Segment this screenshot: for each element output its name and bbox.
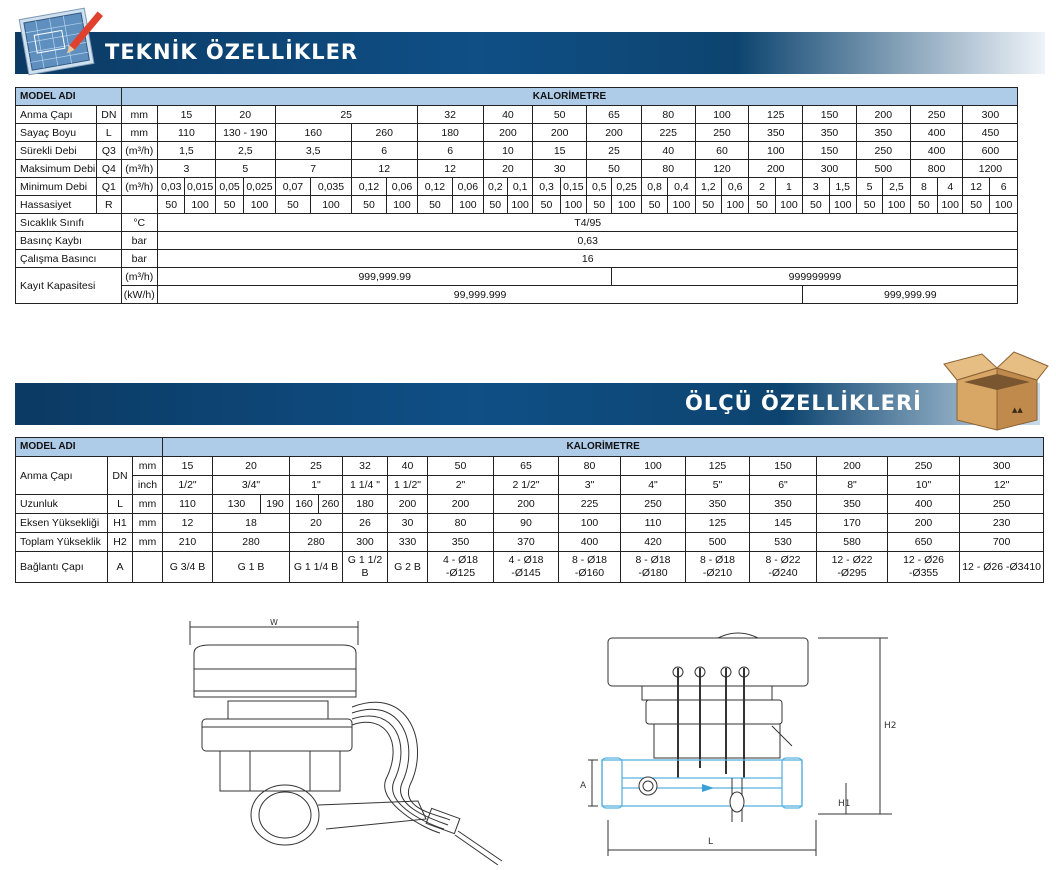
cell: 18 [213, 514, 290, 533]
cell: 100 [883, 196, 910, 214]
cell: 40 [483, 106, 533, 124]
cell: 300 [343, 533, 388, 552]
svg-text:▲▲: ▲▲ [1012, 406, 1023, 414]
cell: 50 [641, 196, 667, 214]
row-unit: bar [121, 232, 158, 250]
row-symbol: L [97, 124, 121, 142]
cell: 200 [428, 495, 494, 514]
cell: 150 [750, 457, 817, 476]
cell: 10" [888, 476, 960, 495]
cell: 100 [749, 142, 803, 160]
cell: 3 [158, 160, 216, 178]
cell: G 3/4 B [163, 552, 213, 583]
cell: 125 [686, 514, 750, 533]
cell: 350 [428, 533, 494, 552]
table-row [16, 552, 1044, 583]
row-unit: (m³/h) [121, 142, 158, 160]
cell: 280 [213, 533, 290, 552]
cell: 50 [963, 196, 989, 214]
cell: 12" [960, 476, 1044, 495]
cell: 0,12 [417, 178, 453, 196]
cell: 0,06 [387, 178, 417, 196]
cell: 50 [275, 196, 311, 214]
cell: 190 [261, 495, 290, 514]
cell: 32 [417, 106, 483, 124]
cell: 280 [290, 533, 343, 552]
cell: 110 [163, 495, 213, 514]
cell: 10 [483, 142, 533, 160]
table-row [16, 533, 1044, 552]
row-label: Kayıt Kapasitesi [16, 268, 122, 304]
cell: 100 [453, 196, 483, 214]
cell: 500 [856, 160, 910, 178]
cell: 3" [559, 476, 621, 495]
cell: 2 [749, 178, 775, 196]
cell: 1,5 [158, 142, 216, 160]
cell: 50 [483, 196, 507, 214]
cell: 8 - Ø18 -Ø160 [559, 552, 621, 583]
cell: 200 [587, 124, 642, 142]
cell: 260 [319, 495, 343, 514]
cell: 4 - Ø18 -Ø145 [494, 552, 559, 583]
cell: 160 [275, 124, 351, 142]
cell: 400 [910, 124, 963, 142]
cell: 0,3 [533, 178, 560, 196]
cell: 250 [695, 124, 749, 142]
row-unit: inch [133, 476, 163, 495]
table-row [16, 495, 1044, 514]
cell: 50 [533, 106, 587, 124]
cell: 3/4" [213, 476, 290, 495]
cell: 1 1/4 " [343, 476, 388, 495]
cell: G 1 1/2 B [343, 552, 388, 583]
technical-specs-table [15, 87, 1045, 304]
cell: 100 [989, 196, 1018, 214]
cell: 500 [686, 533, 750, 552]
row-label: Uzunluk [16, 495, 108, 514]
cell: 350 [817, 495, 888, 514]
row-symbol: R [97, 196, 121, 214]
cell: 650 [888, 533, 960, 552]
cell: 420 [621, 533, 686, 552]
row-unit: mm [133, 457, 163, 476]
cell: 0,12 [351, 178, 387, 196]
meter-front-view-drawing [578, 628, 908, 860]
row-label: Sıcaklık Sınıfı [16, 214, 122, 232]
a-dimension-label: A [580, 781, 587, 791]
cell: 4 [938, 178, 963, 196]
cell: 7 [275, 160, 351, 178]
table-row [16, 214, 1045, 232]
cell: 200 [533, 124, 587, 142]
row-symbol: DN [108, 457, 133, 495]
cell: 3 [803, 178, 829, 196]
table-row [16, 124, 1045, 142]
cell: 1 [775, 178, 802, 196]
cell: 0,4 [668, 178, 695, 196]
row-unit [121, 196, 158, 214]
cell: 700 [960, 533, 1044, 552]
cell: 12 - Ø22 -Ø295 [817, 552, 888, 583]
cell: 110 [621, 514, 686, 533]
cell: 50 [587, 160, 642, 178]
cell: 150 [803, 142, 857, 160]
cell: 50 [533, 196, 560, 214]
cell: 100 [612, 196, 641, 214]
table-row [16, 268, 1045, 286]
cell: 25 [587, 142, 642, 160]
cell: 65 [494, 457, 559, 476]
cell: 250 [910, 106, 963, 124]
cell: 8 - Ø18 -Ø180 [621, 552, 686, 583]
cell: 450 [963, 124, 1018, 142]
cell: 100 [507, 196, 532, 214]
cell: 300 [803, 160, 857, 178]
cell: 50 [910, 196, 937, 214]
cell: 50 [803, 196, 829, 214]
cell: 370 [494, 533, 559, 552]
cell: 0,6 [721, 178, 748, 196]
cell: 330 [388, 533, 428, 552]
cell: 3,5 [275, 142, 351, 160]
cell: 100 [311, 196, 352, 214]
cell: 8 - Ø18 -Ø210 [686, 552, 750, 583]
cell: 0,015 [185, 178, 215, 196]
row-label: Çalışma Basıncı [16, 250, 122, 268]
cell: 80 [559, 457, 621, 476]
cell: 350 [750, 495, 817, 514]
cell: 350 [856, 124, 910, 142]
row-unit: mm [133, 533, 163, 552]
cell: 180 [417, 124, 483, 142]
cell: 2,5 [215, 142, 275, 160]
cell: 60 [695, 142, 749, 160]
cell: 210 [163, 533, 213, 552]
cell: 15 [533, 142, 587, 160]
cell: 26 [343, 514, 388, 533]
row-symbol: Q3 [97, 142, 121, 160]
cell: 999999999 [612, 268, 1018, 286]
row-unit: (kW/h) [121, 286, 158, 304]
cell: 50 [856, 196, 882, 214]
group-header: KALORİMETRE [163, 438, 1044, 457]
cell: 350 [686, 495, 750, 514]
cell: G 1 B [213, 552, 290, 583]
row-symbol: Q1 [97, 178, 121, 196]
cell: 4" [621, 476, 686, 495]
cell: 50 [695, 196, 721, 214]
cell: 1200 [963, 160, 1018, 178]
group-header: KALORİMETRE [121, 88, 1018, 106]
cell: 100 [560, 196, 586, 214]
cell: 200 [856, 106, 910, 124]
cell: 120 [695, 160, 749, 178]
cell: 145 [750, 514, 817, 533]
row-unit: mm [133, 514, 163, 533]
dimension-specs-table [15, 437, 1044, 583]
cell: 12 - Ø26 -Ø355 [888, 552, 960, 583]
cell: G 1 1/4 B [290, 552, 343, 583]
cell: 12 [163, 514, 213, 533]
table-row [16, 142, 1045, 160]
cell: 80 [641, 160, 695, 178]
row-unit: (m³/h) [121, 160, 158, 178]
cell: 0,8 [641, 178, 667, 196]
cell: 12 - Ø26 -Ø3410 [960, 552, 1044, 583]
w-dimension-label: W [270, 618, 278, 627]
cell: 0,1 [507, 178, 532, 196]
cell: 40 [641, 142, 695, 160]
cell: 2 1/2" [494, 476, 559, 495]
cell: 0,63 [158, 232, 1018, 250]
cell: 170 [817, 514, 888, 533]
table-row [16, 250, 1045, 268]
cell: 20 [290, 514, 343, 533]
cell: 260 [351, 124, 417, 142]
cell: 20 [483, 160, 533, 178]
row-symbol: H2 [108, 533, 133, 552]
cell: 350 [749, 124, 803, 142]
cell: 600 [963, 142, 1018, 160]
cell: 15 [163, 457, 213, 476]
cell: 40 [388, 457, 428, 476]
cell: 5 [215, 160, 275, 178]
cell: 50 [158, 196, 185, 214]
cell: 8" [817, 476, 888, 495]
table-row [16, 286, 1045, 304]
cell: 4 - Ø18 -Ø125 [428, 552, 494, 583]
cell: 32 [343, 457, 388, 476]
cell: 100 [829, 196, 856, 214]
cell: 5 [856, 178, 882, 196]
cell: T4/95 [158, 214, 1018, 232]
cell: 8 - Ø22 -Ø240 [750, 552, 817, 583]
row-label: Basınç Kaybı [16, 232, 122, 250]
box-icon [942, 350, 1052, 436]
model-header: MODEL ADI [16, 88, 122, 106]
row-unit: mm [121, 106, 158, 124]
cell: G 2 B [388, 552, 428, 583]
cell: 1,2 [695, 178, 721, 196]
cell: 110 [158, 124, 216, 142]
cell: 15 [158, 106, 216, 124]
row-label: Minimum Debi [16, 178, 97, 196]
cell: 300 [963, 106, 1018, 124]
cell: 90 [494, 514, 559, 533]
cell: 2,5 [883, 178, 910, 196]
cell: 350 [803, 124, 857, 142]
cell: 12 [963, 178, 989, 196]
row-unit: (m³/h) [121, 268, 158, 286]
cell: 0,06 [453, 178, 483, 196]
cell: 50 [351, 196, 387, 214]
cell: 65 [587, 106, 642, 124]
cell: 30 [533, 160, 587, 178]
row-label: Hassasiyet [16, 196, 97, 214]
table-row [16, 232, 1045, 250]
cell: 12 [351, 160, 417, 178]
table-row [16, 457, 1044, 476]
h1-dimension-label: H1 [838, 799, 851, 809]
dimension-specs-banner [15, 383, 1040, 425]
cell: 50 [749, 196, 775, 214]
cell: 130 - 190 [215, 124, 275, 142]
cell: 250 [621, 495, 686, 514]
cell: 50 [215, 196, 243, 214]
cell: 0,25 [612, 178, 641, 196]
cell: 160 [290, 495, 319, 514]
cell: 100 [559, 514, 621, 533]
row-symbol: H1 [108, 514, 133, 533]
row-label: Toplam Yükseklik [16, 533, 108, 552]
cell: 6 [989, 178, 1018, 196]
cell: 100 [695, 106, 749, 124]
cell: 0,035 [311, 178, 352, 196]
cell: 80 [428, 514, 494, 533]
cell: 150 [803, 106, 857, 124]
cell: 100 [621, 457, 686, 476]
meter-side-view-drawing [180, 615, 510, 865]
cell: 0,15 [560, 178, 586, 196]
cell: 6 [351, 142, 417, 160]
cell: 130 [213, 495, 261, 514]
cell: 50 [428, 457, 494, 476]
row-unit: bar [121, 250, 158, 268]
cell: 530 [750, 533, 817, 552]
row-unit [133, 552, 163, 583]
row-symbol: Q4 [97, 160, 121, 178]
table-row [16, 476, 1044, 495]
row-label: Eksen Yüksekliği [16, 514, 108, 533]
cell: 12 [417, 160, 483, 178]
cell: 300 [960, 457, 1044, 476]
cell: 999,999.99 [803, 286, 1018, 304]
blueprint-icon [14, 4, 104, 82]
cell: 100 [387, 196, 417, 214]
cell: 80 [641, 106, 695, 124]
cell: 200 [388, 495, 428, 514]
cell: 200 [817, 457, 888, 476]
model-header: MODEL ADI [16, 438, 163, 457]
cell: 400 [910, 142, 963, 160]
cell: 0,03 [158, 178, 185, 196]
cell: 580 [817, 533, 888, 552]
cell: 50 [417, 196, 453, 214]
cell: 180 [343, 495, 388, 514]
cell: 1,5 [829, 178, 856, 196]
row-symbol: L [108, 495, 133, 514]
cell: 20 [213, 457, 290, 476]
row-label: Sayaç Boyu [16, 124, 97, 142]
cell: 250 [888, 457, 960, 476]
table-row [16, 106, 1045, 124]
row-unit: mm [133, 495, 163, 514]
cell: 800 [910, 160, 963, 178]
cell: 0,025 [244, 178, 275, 196]
cell: 16 [158, 250, 1018, 268]
cell: 0,05 [215, 178, 243, 196]
cell: 1 1/2" [388, 476, 428, 495]
row-unit: °C [121, 214, 158, 232]
cell: 200 [749, 160, 803, 178]
cell: 125 [749, 106, 803, 124]
table-row [16, 178, 1045, 196]
cell: 225 [641, 124, 695, 142]
cell: 999,999.99 [158, 268, 612, 286]
h2-dimension-label: H2 [884, 721, 897, 731]
cell: 100 [185, 196, 215, 214]
section-title: ÖLÇÜ ÖZELLİKLERİ [685, 391, 922, 415]
row-unit: (m³/h) [121, 178, 158, 196]
cell: 25 [275, 106, 417, 124]
cell: 100 [721, 196, 748, 214]
cell: 0,5 [587, 178, 612, 196]
cell: 230 [960, 514, 1044, 533]
cell: 200 [888, 514, 960, 533]
cell: 125 [686, 457, 750, 476]
cell: 250 [960, 495, 1044, 514]
section-title: TEKNİK ÖZELLİKLER [105, 40, 359, 64]
cell: 1" [290, 476, 343, 495]
table-row [16, 160, 1045, 178]
cell: 100 [668, 196, 695, 214]
technical-specs-banner [15, 32, 1045, 74]
row-unit: mm [121, 124, 158, 142]
cell: 8 [910, 178, 937, 196]
l-dimension-label: L [708, 837, 714, 847]
cell: 200 [494, 495, 559, 514]
row-symbol: A [108, 552, 133, 583]
cell: 225 [559, 495, 621, 514]
cell: 99,999.999 [158, 286, 803, 304]
row-label: Bağlantı Çapı [16, 552, 108, 583]
cell: 400 [888, 495, 960, 514]
cell: 20 [215, 106, 275, 124]
cell: 30 [388, 514, 428, 533]
row-label: Anma Çapı [16, 106, 97, 124]
cell: 100 [775, 196, 802, 214]
row-label: Anma Çapı [16, 457, 108, 495]
table-row [16, 196, 1045, 214]
cell: 5" [686, 476, 750, 495]
cell: 1/2" [163, 476, 213, 495]
cell: 50 [587, 196, 612, 214]
cell: 25 [290, 457, 343, 476]
row-label: Maksimum Debi [16, 160, 97, 178]
cell: 6" [750, 476, 817, 495]
row-label: Sürekli Debi [16, 142, 97, 160]
cell: 100 [938, 196, 963, 214]
cell: 0,07 [275, 178, 311, 196]
cell: 2" [428, 476, 494, 495]
cell: 400 [559, 533, 621, 552]
cell: 100 [244, 196, 275, 214]
cell: 0,2 [483, 178, 507, 196]
cell: 200 [483, 124, 533, 142]
table-row [16, 514, 1044, 533]
cell: 250 [856, 142, 910, 160]
row-symbol: DN [97, 106, 121, 124]
cell: 6 [417, 142, 483, 160]
